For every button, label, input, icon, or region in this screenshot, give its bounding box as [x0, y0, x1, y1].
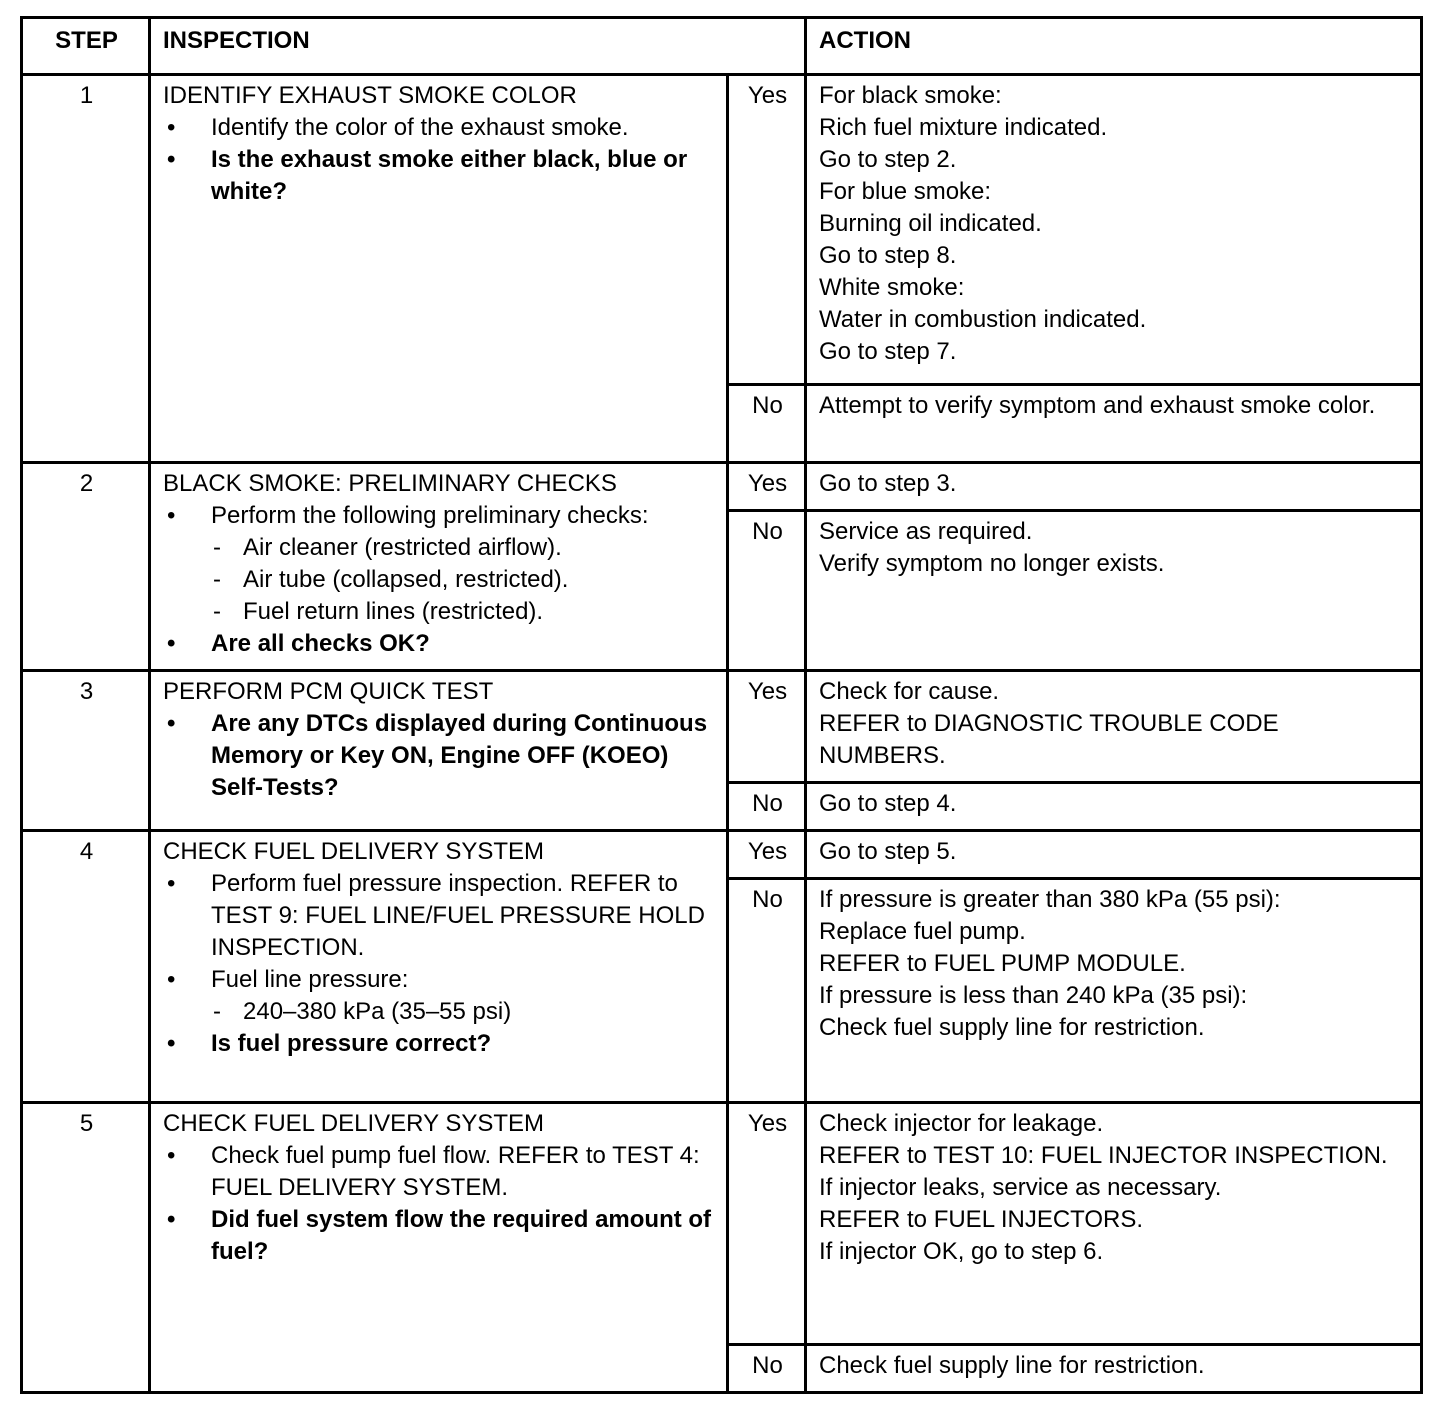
table-row [22, 671, 1422, 783]
inspection-bullet: • Perform fuel pressure inspection. REFER to TEST 9: FUEL LINE/FUEL PRESSURE HOLD INSPECTION. [163, 868, 716, 964]
inspection-title: CHECK FUEL DELIVERY SYSTEM [163, 1110, 544, 1137]
inspection-cell [150, 463, 728, 671]
action-line: For black smoke: [819, 82, 1002, 109]
no-action [806, 1345, 1422, 1393]
action-line: If injector leaks, service as necessary. [819, 1174, 1222, 1201]
inspection-bullet: • Check fuel pump fuel flow. REFER to TEST 4: FUEL DELIVERY SYSTEM. [163, 1140, 716, 1204]
step-number: 5 [22, 1103, 150, 1393]
action-line: REFER to TEST 10: FUEL INJECTOR INSPECTION. [819, 1142, 1388, 1169]
action-line: REFER to FUEL INJECTORS. [819, 1206, 1144, 1233]
yes-action [806, 1103, 1422, 1345]
table-body [22, 75, 1422, 1393]
action-line: If pressure is greater than 380 kPa (55 psi): [819, 886, 1281, 913]
table-row [22, 831, 1422, 879]
action-line: Service as required. [819, 518, 1033, 545]
table-row [22, 1103, 1422, 1345]
yes-label: Yes [728, 463, 806, 511]
yes-label: Yes [728, 1103, 806, 1345]
inspection-title: BLACK SMOKE: PRELIMINARY CHECKS [163, 470, 617, 497]
action-line: Water in combustion indicated. [819, 306, 1147, 333]
inspection-bullet: • Is fuel pressure correct? [163, 1028, 716, 1060]
action-line: White smoke: [819, 274, 965, 301]
inspection-bullet: • Perform the following preliminary checks: [163, 500, 716, 532]
table-row [22, 463, 1422, 511]
diagnostic-table [20, 16, 1423, 1394]
inspection-bullet: • Is the exhaust smoke either black, blue or white? [163, 144, 716, 208]
no-label: No [728, 511, 806, 671]
action-line: Check for cause. [819, 678, 1000, 705]
no-label: No [728, 783, 806, 831]
inspection-title: PERFORM PCM QUICK TEST [163, 678, 494, 705]
action-line: Verify symptom no longer exists. [819, 550, 1165, 577]
no-label: No [728, 1345, 806, 1393]
yes-action [806, 463, 1422, 511]
yes-label: Yes [728, 671, 806, 783]
inspection-bullet: • Identify the color of the exhaust smoke. [163, 112, 716, 144]
inspection-cell [150, 75, 728, 463]
inspection-cell [150, 1103, 728, 1393]
action-line: If pressure is less than 240 kPa (35 psi): [819, 982, 1248, 1009]
inspection-cell [150, 671, 728, 831]
step-number: 1 [22, 75, 150, 463]
inspection-bullet: • Did fuel system flow the required amount of fuel? [163, 1204, 716, 1268]
inspection-title: IDENTIFY EXHAUST SMOKE COLOR [163, 82, 577, 109]
action-line: Go to step 7. [819, 338, 957, 365]
table-row [22, 75, 1422, 385]
action-line: For blue smoke: [819, 178, 992, 205]
action-line: Go to step 8. [819, 242, 957, 269]
step-column-header: STEP [22, 18, 150, 75]
inspection-column-header: INSPECTION [150, 18, 806, 75]
no-action [806, 511, 1422, 671]
no-label: No [728, 879, 806, 1103]
action-line: REFER to DIAGNOSTIC TROUBLE CODE NUMBERS. [819, 710, 1279, 769]
yes-label: Yes [728, 75, 806, 385]
inspection-bullet: • Fuel line pressure: [163, 964, 716, 996]
inspection-bullet: • Are any DTCs displayed during Continuous Memory or Key ON, Engine OFF (KOEO) Self-Tests? [163, 708, 716, 804]
step-number: 3 [22, 671, 150, 831]
inspection-sub-item: - 240–380 kPa (35–55 psi) [163, 996, 716, 1028]
action-line: Replace fuel pump. [819, 918, 1026, 945]
action-line: Check injector for leakage. [819, 1110, 1104, 1137]
action-line: Check fuel supply line for restriction. [819, 1014, 1205, 1041]
inspection-sub-item: - Fuel return lines (restricted). [163, 596, 716, 628]
yes-label: Yes [728, 831, 806, 879]
action-line: Check fuel supply line for restriction. [819, 1352, 1205, 1379]
yes-action [806, 671, 1422, 783]
action-line: Go to step 4. [819, 790, 957, 817]
no-action [806, 385, 1422, 463]
inspection-bullet: • Are all checks OK? [163, 628, 716, 660]
header-row [22, 18, 1422, 75]
no-action [806, 783, 1422, 831]
action-line: Go to step 3. [819, 470, 957, 497]
step-number: 4 [22, 831, 150, 1103]
action-line: Burning oil indicated. [819, 210, 1042, 237]
no-action [806, 879, 1422, 1103]
action-line: Go to step 2. [819, 146, 957, 173]
action-column-header: ACTION [806, 18, 1422, 75]
yes-action [806, 831, 1422, 879]
inspection-sub-item: - Air tube (collapsed, restricted). [163, 564, 716, 596]
inspection-cell [150, 831, 728, 1103]
action-line: Go to step 5. [819, 838, 957, 865]
yes-action [806, 75, 1422, 385]
step-number: 2 [22, 463, 150, 671]
no-label: No [728, 385, 806, 463]
action-line: If injector OK, go to step 6. [819, 1238, 1104, 1265]
action-line: Rich fuel mixture indicated. [819, 114, 1108, 141]
inspection-sub-item: - Air cleaner (restricted airflow). [163, 532, 716, 564]
action-line: REFER to FUEL PUMP MODULE. [819, 950, 1186, 977]
inspection-title: CHECK FUEL DELIVERY SYSTEM [163, 838, 544, 865]
action-line: Attempt to verify symptom and exhaust smoke color. [819, 392, 1376, 419]
